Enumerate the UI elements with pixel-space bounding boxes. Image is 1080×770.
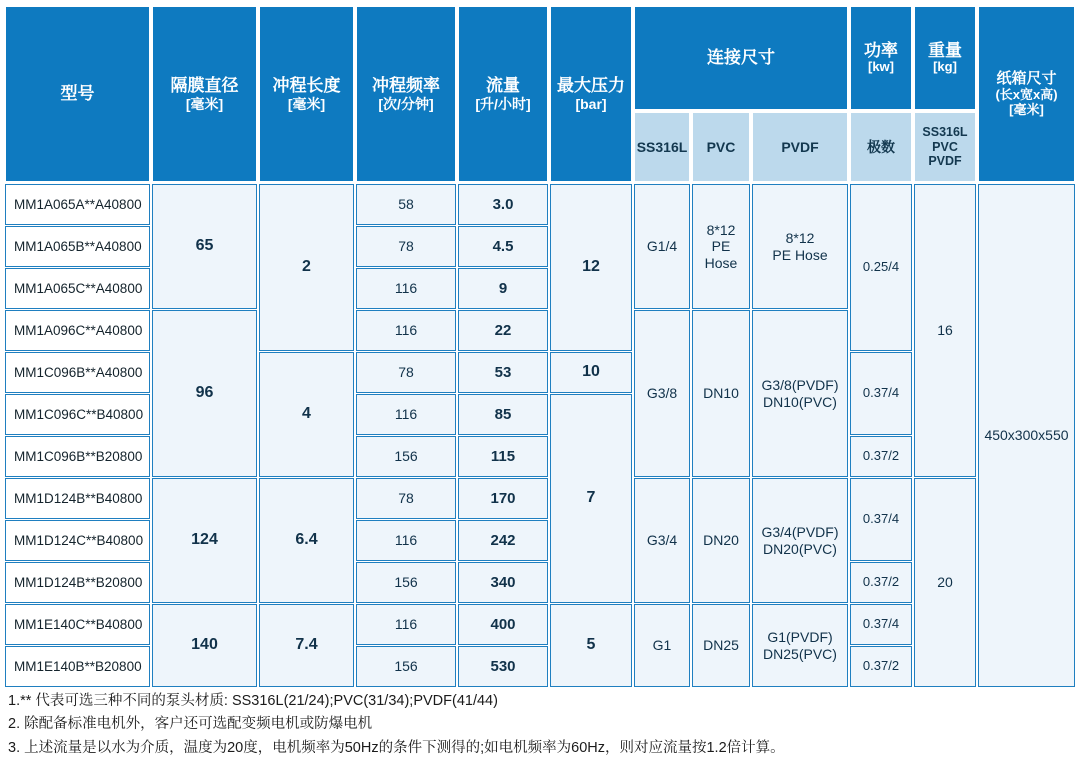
value: 116	[394, 532, 418, 549]
value-line2: DN25(PVC)	[763, 645, 837, 662]
flow-value	[458, 184, 548, 225]
value: 10	[582, 363, 600, 381]
max-pressure-value	[550, 394, 632, 603]
header-connection-pvc	[692, 112, 750, 182]
table-row-model	[5, 604, 150, 645]
flow-value	[458, 520, 548, 561]
value-line2: PE Hose	[772, 246, 828, 263]
stroke-frequency-value	[356, 394, 456, 435]
table-row-model	[5, 478, 150, 519]
header-power	[850, 6, 912, 110]
header-weight-unit: [kg]	[933, 59, 957, 75]
table-row-model	[5, 268, 150, 309]
value: 78	[398, 364, 414, 381]
header-power-poles	[850, 112, 912, 182]
stroke-frequency-value	[356, 226, 456, 267]
model-label: MM1C096B**B20800	[14, 448, 143, 464]
value: 65	[195, 237, 214, 255]
stroke-frequency-value	[356, 646, 456, 687]
header-weight-material-ss: SS316L	[922, 125, 968, 140]
connection-pvdf-value	[752, 184, 848, 309]
model-label: MM1E140B**B20800	[14, 658, 142, 674]
value-line1: G1(PVDF)	[767, 629, 833, 646]
value: 58	[398, 196, 414, 213]
value-line1: G3/8(PVDF)	[761, 377, 839, 394]
table-row-model	[5, 520, 150, 561]
table-row-model	[5, 646, 150, 687]
stroke-length-value	[259, 352, 354, 477]
header-connection-ss316l-label: SS316L	[636, 138, 688, 155]
power-value	[850, 352, 912, 435]
power-value	[850, 646, 912, 687]
value: 450x300x550	[984, 427, 1069, 444]
connection-pvc-value	[692, 184, 750, 309]
value: 0.37/2	[862, 448, 900, 464]
power-value	[850, 436, 912, 477]
stroke-frequency-value	[356, 436, 456, 477]
value: 4.5	[492, 237, 514, 255]
stroke-frequency-value	[356, 352, 456, 393]
connection-pvdf-value	[752, 478, 848, 603]
header-diaphragm-diameter	[152, 6, 257, 182]
diaphragm-diameter-value	[152, 604, 257, 687]
value: 0.37/2	[862, 574, 900, 590]
stroke-frequency-value	[356, 562, 456, 603]
value: 5	[586, 636, 596, 654]
value: 0.37/2	[862, 658, 900, 674]
value: 156	[394, 658, 418, 675]
model-label: MM1C096C**B40800	[14, 406, 144, 422]
header-diaphragm-diameter-unit: [毫米]	[185, 95, 224, 112]
model-label: MM1E140C**B40800	[14, 616, 143, 632]
connection-ss316l-value	[634, 478, 690, 603]
value: 53	[494, 363, 512, 381]
value: 3.0	[492, 195, 514, 213]
table-row-model	[5, 562, 150, 603]
value: 116	[394, 322, 418, 339]
diaphragm-diameter-value	[152, 184, 257, 309]
header-power-poles-label: 极数	[867, 138, 895, 155]
value: 116	[394, 280, 418, 297]
flow-value	[458, 310, 548, 351]
value: DN25	[703, 637, 739, 654]
value: 400	[490, 615, 516, 633]
value: 0.37/4	[862, 511, 900, 527]
table-row-model	[5, 352, 150, 393]
header-max-pressure-unit: [bar]	[575, 95, 607, 112]
value: 116	[394, 616, 418, 633]
header-carton-unit: [毫米]	[1009, 101, 1044, 117]
stroke-length-value	[259, 184, 354, 351]
connection-pvdf-value	[752, 310, 848, 477]
value: 85	[494, 405, 512, 423]
power-value	[850, 604, 912, 645]
header-power-label: 功率	[864, 40, 898, 60]
table-row-model	[5, 394, 150, 435]
value: 170	[490, 489, 516, 507]
stroke-frequency-value	[356, 604, 456, 645]
value: 9	[498, 279, 508, 297]
value: G1/4	[646, 238, 678, 255]
flow-value	[458, 268, 548, 309]
value: 16	[937, 322, 953, 339]
header-power-unit: [kw]	[868, 59, 894, 75]
footnotes	[8, 690, 1072, 760]
flow-value	[458, 352, 548, 393]
value: 242	[490, 531, 516, 549]
model-label: MM1A065B**A40800	[14, 238, 142, 254]
header-flow	[458, 6, 548, 182]
connection-pvc-value	[692, 310, 750, 477]
header-carton-label: 纸箱尺寸	[996, 70, 1057, 88]
footnote-3: 3. 上述流量是以水为介质，温度为20度，电机频率为50Hz的条件下测得的;如电机频率为60Hz，则对应流量按1.2倍计算。	[8, 739, 785, 756]
power-value	[850, 184, 912, 351]
stroke-length-value	[259, 478, 354, 603]
footnote-2: 2. 除配备标准电机外，客户还可选配变频电机或防爆电机	[8, 716, 373, 733]
stroke-frequency-value	[356, 310, 456, 351]
carton-size-value	[978, 184, 1075, 687]
diaphragm-diameter-value	[152, 478, 257, 603]
value-line2: DN10(PVC)	[763, 393, 837, 410]
value: 6.4	[295, 531, 318, 549]
model-label: MM1D124B**B40800	[14, 490, 143, 506]
model-label: MM1D124B**B20800	[14, 574, 143, 590]
value: 2	[302, 258, 311, 276]
power-value	[850, 478, 912, 561]
value: 7	[586, 489, 596, 507]
value-line1: 8*12	[706, 222, 736, 239]
header-stroke-frequency	[356, 6, 456, 182]
value: DN10	[703, 385, 739, 402]
table-row-model	[5, 226, 150, 267]
value-line1: 8*12	[785, 230, 815, 247]
table-row-model	[5, 184, 150, 225]
header-flow-label: 流量	[486, 76, 520, 96]
header-weight	[914, 6, 976, 110]
model-label: MM1A065A**A40800	[14, 196, 142, 212]
header-flow-unit: [升/小时]	[475, 95, 531, 112]
model-label: MM1C096B**A40800	[14, 364, 143, 380]
value-line3: Hose	[704, 254, 738, 271]
header-stroke-length	[259, 6, 354, 182]
stroke-frequency-value	[356, 478, 456, 519]
header-weight-materials	[914, 112, 976, 182]
header-connection-size	[634, 6, 848, 110]
value-line1: G3/4(PVDF)	[761, 524, 839, 541]
value: 96	[195, 384, 214, 402]
header-carton-size	[978, 6, 1075, 182]
flow-value	[458, 604, 548, 645]
header-model	[5, 6, 150, 182]
header-connection-pvdf	[752, 112, 848, 182]
value: 12	[582, 258, 600, 276]
table-row-model	[5, 436, 150, 477]
header-connection-pvdf-label: PVDF	[781, 138, 819, 155]
header-diaphragm-diameter-label: 隔膜直径	[170, 76, 239, 96]
header-weight-label: 重量	[928, 40, 962, 60]
value: 7.4	[295, 636, 318, 654]
max-pressure-value	[550, 352, 632, 393]
header-stroke-length-unit: [毫米]	[287, 95, 326, 112]
stroke-frequency-value	[356, 184, 456, 225]
connection-ss316l-value	[634, 184, 690, 309]
header-connection-pvc-label: PVC	[706, 138, 736, 155]
power-value	[850, 562, 912, 603]
value: 0.37/4	[862, 616, 900, 632]
header-carton-sub: (长x宽x高)	[995, 86, 1058, 102]
connection-pvc-value	[692, 478, 750, 603]
value: 78	[398, 490, 414, 507]
value: 0.25/4	[862, 259, 900, 275]
flow-value	[458, 646, 548, 687]
value-line2: PE	[711, 238, 731, 255]
value: 0.37/4	[862, 385, 900, 401]
model-label: MM1D124C**B40800	[14, 532, 144, 548]
table-row-model	[5, 310, 150, 351]
value: G1	[652, 637, 672, 654]
value: 140	[191, 636, 218, 654]
flow-value	[458, 478, 548, 519]
weight-value	[914, 478, 976, 687]
stroke-length-value	[259, 604, 354, 687]
header-weight-material-pvc: PVC	[932, 139, 958, 154]
value: 124	[191, 531, 218, 549]
header-connection-size-label: 连接尺寸	[707, 48, 775, 68]
model-label: MM1A065C**A40800	[14, 280, 143, 296]
value: DN20	[703, 532, 739, 549]
value: 4	[302, 405, 311, 423]
footnote-1: 1.** 代表可选三种不同的泵头材质: SS316L(21/24);PVC(31/34);PVDF(41/44)	[8, 693, 498, 709]
value-line2: DN20(PVC)	[763, 540, 837, 557]
flow-value	[458, 226, 548, 267]
value: 156	[394, 448, 418, 465]
diaphragm-diameter-value	[152, 310, 257, 477]
stroke-frequency-value	[356, 268, 456, 309]
value: 78	[398, 238, 414, 255]
header-stroke-frequency-unit: [次/分钟]	[378, 95, 434, 112]
connection-ss316l-value	[634, 604, 690, 687]
weight-value	[914, 184, 976, 477]
connection-pvc-value	[692, 604, 750, 687]
flow-value	[458, 436, 548, 477]
header-max-pressure	[550, 6, 632, 182]
header-max-pressure-label: 最大压力	[557, 76, 625, 96]
value: 530	[490, 657, 516, 675]
max-pressure-value	[550, 604, 632, 687]
stroke-frequency-value	[356, 520, 456, 561]
value: 22	[494, 321, 512, 339]
value: 20	[937, 574, 953, 591]
connection-pvdf-value	[752, 604, 848, 687]
model-label: MM1A096C**A40800	[14, 322, 143, 338]
flow-value	[458, 562, 548, 603]
header-stroke-length-label: 冲程长度	[272, 76, 341, 96]
header-stroke-frequency-label: 冲程频率	[372, 76, 440, 96]
value: 115	[490, 447, 516, 465]
value: G3/8	[646, 385, 678, 402]
value: 156	[394, 574, 418, 591]
header-connection-ss316l	[634, 112, 690, 182]
value: 340	[490, 573, 516, 591]
flow-value	[458, 394, 548, 435]
max-pressure-value	[550, 184, 632, 351]
header-weight-material-pvdf: PVDF	[928, 154, 962, 169]
value: G3/4	[646, 532, 678, 549]
connection-ss316l-value	[634, 310, 690, 477]
header-model-label: 型号	[60, 84, 95, 104]
value: 116	[394, 406, 418, 423]
